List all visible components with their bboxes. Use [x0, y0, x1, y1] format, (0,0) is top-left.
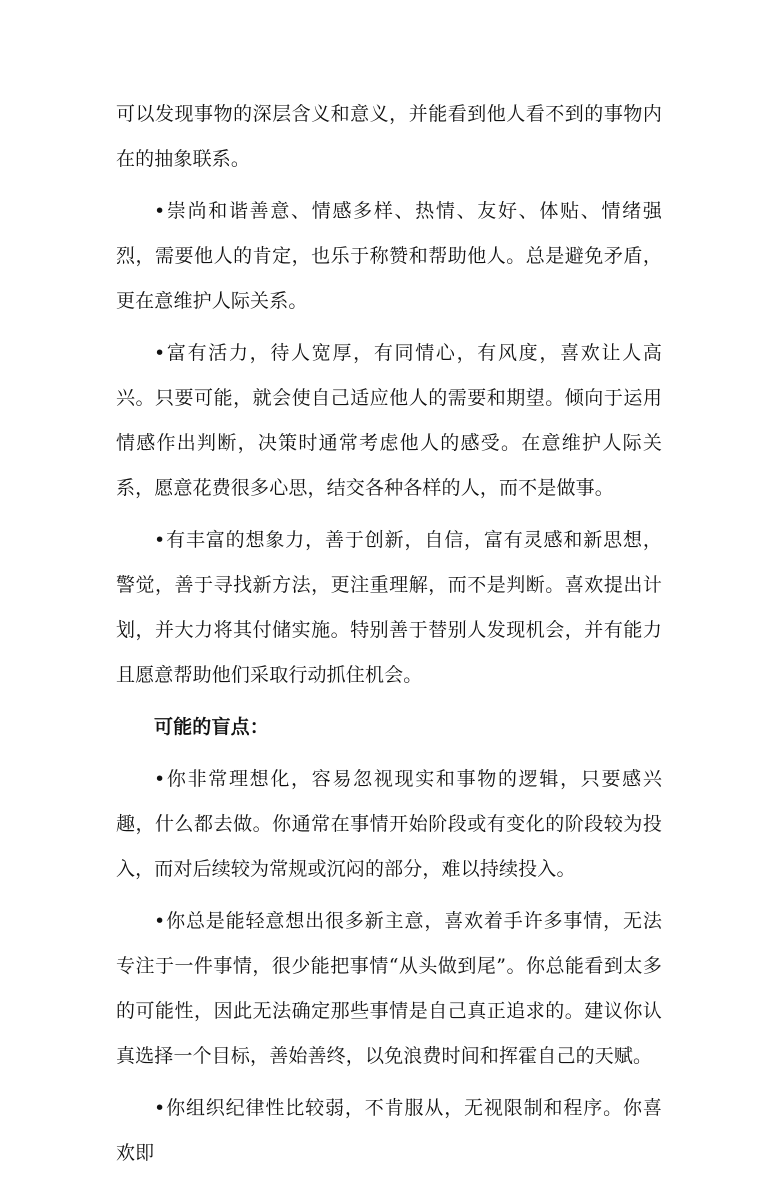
paragraph-continuation: 可以发现事物的深层含义和意义，并能看到他人看不到的事物内在的抽象联系。 — [116, 103, 662, 170]
paragraph-blindspot-focus: •你总是能轻意想出很多新主意，喜欢着手许多事情，无法专注于一件事情，很少能把事情“从头做到尾”。你总能看到太多的可能性，因此无法确定那些事情是自己真正追求的。建议你认真选择一个目标，善始善终，以免浪费时间和挥霍自己的天赋。 — [116, 910, 662, 1067]
section-heading-blind-spots: 可能的盲点： — [154, 716, 269, 738]
paragraph-trait-imagination: •有丰富的想象力，善于创新，自信，富有灵感和新思想，警觉，善于寻找新方法，更注重理解，而不是判断。喜欢提出计划，并大力将其付储实施。特别善于替别人发现机会，并有能力且愿意帮助他们采取行动抓住机会。 — [116, 529, 662, 686]
paragraph-trait-energy: •富有活力，待人宽厚，有同情心，有风度，喜欢让人高兴。只要可能，就会使自己适应他人的需要和期望。倾向于运用情感作出判断，决策时通常考虑他人的感受。在意维护人际关系，愿意花费很多心思，结交各种各样的人，而不是做事。 — [116, 342, 662, 499]
paragraph-trait-harmony: •崇尚和谐善意、情感多样、热情、友好、体贴、情绪强烈，需要他人的肯定，也乐于称赞和帮助他人。总是避免矛盾，更在意维护人际关系。 — [116, 200, 662, 312]
paragraph-blindspot-discipline: •你组织纪律性比较弱，不肯服从，无视限制和程序。你喜欢即 — [116, 1097, 662, 1164]
document-page — [116, 92, 662, 1183]
paragraph-blindspot-idealism: •你非常理想化，容易忽视现实和事物的逻辑，只要感兴趣，什么都去做。你通常在事情开始阶段或有变化的阶段较为投入，而对后续较为常规或沉闷的部分，难以持续投入。 — [116, 768, 662, 880]
